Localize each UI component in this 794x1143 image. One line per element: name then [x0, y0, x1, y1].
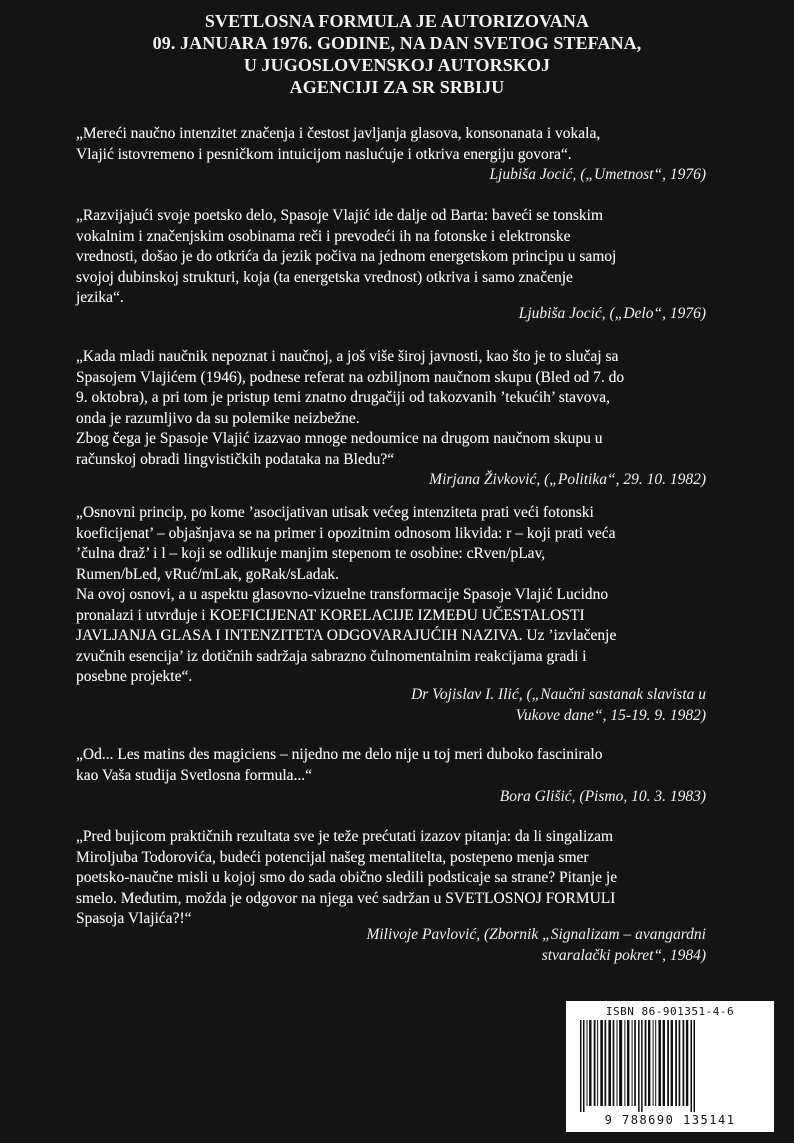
quote-line: posebne projekte“. — [76, 668, 193, 685]
barcode-bar — [624, 1020, 625, 1106]
barcode-bar — [583, 1020, 585, 1112]
quote-line: Na ovoj osnovi, a u aspektu glasovno-vizuelne transformacije Spasoje Vlajić Lucidno — [76, 586, 609, 603]
quote-line: 9. oktobra), a pri tom je pristup temi znatno drugačiji od takozvanih ’tekućih’ stavova, — [76, 389, 611, 406]
quote-line: Zbog čega je Spasoje Vlajić izazvao mnoge nedoumice na drugom naučnom skupu u — [76, 430, 603, 447]
quote-5-source — [500, 787, 706, 808]
isbn-text: ISBN 86-901351-4-6 — [605, 1005, 735, 1018]
barcode-bar — [605, 1020, 607, 1106]
source-line: Vukove dane“, 15-19. 9. 1982) — [515, 706, 706, 724]
barcode-bar — [597, 1020, 598, 1106]
source-line: Ljubiša Jocić, („Umetnost“, 1976) — [489, 166, 706, 183]
source-line: Bora Glišić, (Pismo, 10. 3. 1983) — [499, 788, 706, 805]
barcode-bar — [694, 1020, 696, 1112]
isbn-barcode — [566, 1001, 774, 1132]
quote-line: „Razvijajući svoje poetsko delo, Spasoje Vlajić ide dalje od Barta: baveći se tonskim — [76, 207, 604, 224]
quote-6-source — [366, 925, 706, 966]
quote-line: Miroljuba Todorovića, budeći potencijal našeg mentalitelta, postepeno menja smer — [76, 848, 589, 866]
barcode-bar — [658, 1020, 661, 1106]
quote-line: Rumen/bLed, vRuć/mLak, goRak/sLadak. — [76, 565, 340, 583]
header-line: 09. JANUARA 1976. GODINE, NA DAN SVETOG STEFANA, — [152, 33, 642, 53]
barcode-bar — [667, 1020, 669, 1106]
header-line: AGENCIJI ZA SR SRBIJU — [289, 77, 505, 97]
barcode-bar — [587, 1020, 588, 1106]
quote-line: zvučnih esencija’ iz dotičnih sadržaja sabrazno čulnomentalnim reakcijama gradi i — [76, 647, 587, 665]
quote-4 — [76, 503, 716, 688]
barcode-bar — [594, 1020, 596, 1106]
barcode-bar — [671, 1020, 673, 1106]
barcode-bar — [619, 1020, 622, 1106]
quote-4-source — [411, 685, 706, 726]
quote-3-source — [429, 470, 706, 491]
quote-line: onda je razumljivo da su polemike neizbežne. — [76, 409, 360, 427]
header-line: SVETLOSNA FORMULA JE AUTORIZOVANA — [204, 11, 590, 31]
quote-line: pronalazi i utvrđuje i KOEFICIJENAT KORELACIJE IZMEĐU UČESTALOSTI — [76, 606, 585, 624]
barcode-bar — [632, 1020, 633, 1106]
quote-line: Spasojem Vlajićem (1946), podnese referat na ozbiljnom naučnom skupu (Bled od 7. do — [76, 368, 625, 386]
quote-line: svojoj dubinskoj strukturi, koja (ta energetska vrednost) otkriva i samo značenje — [76, 268, 573, 286]
quote-1-source — [489, 165, 706, 186]
barcode-bar — [691, 1020, 693, 1112]
barcode-bar — [634, 1020, 636, 1106]
quote-line: poetsko-naučne misli u kojoj smo do sada obično sledili podsticaje sa strane? Pitanje je — [76, 869, 618, 886]
quote-6 — [76, 827, 716, 930]
quote-3 — [76, 347, 716, 470]
quote-line: kao Vaša studija Svetlosna formula...“ — [76, 766, 313, 784]
quote-2 — [76, 206, 716, 309]
barcode-bars — [578, 1020, 762, 1112]
source-line: Mirjana Živković, („Politika“, 29. 10. 1982) — [429, 471, 706, 488]
quote-line: Spasoja Vlajića?!“ — [76, 910, 192, 927]
quote-line: smelo. Međutim, možda je odgovor na njega već sadržan u SVETLOSNOJ FORMULI — [76, 889, 616, 907]
quote-5 — [76, 745, 716, 786]
quote-line: računskoj obradi lingvističkih podataka na Bledu?“ — [76, 450, 395, 468]
barcode-bar — [648, 1020, 650, 1106]
barcode-bar — [580, 1020, 582, 1112]
quote-line: ’čulna draž’ i l – koji se odlikuje manjim stepenom te osobine: cRven/pLav, — [76, 545, 546, 562]
barcode-bar — [627, 1020, 629, 1106]
quote-line: jezika“. — [76, 289, 124, 306]
header-line: U JUGOSLOVENSKOJ AUTORSKOJ — [243, 55, 551, 75]
barcode-bar — [655, 1020, 656, 1106]
quote-line: JAVLJANJA GLASA I INTENZITETA ODGOVARAJUĆIH NAZIVA. Uz ’izvlačenje — [76, 627, 617, 644]
barcode-bar — [645, 1020, 647, 1106]
barcode-bar — [679, 1020, 681, 1106]
barcode-bar — [613, 1020, 615, 1106]
quote-line: „Mereći naučno intenzitet značenja i čestost javljanja glasova, konsonanata i vokala, — [76, 125, 601, 142]
barcode-bar — [641, 1020, 643, 1112]
quote-line: koeficijenat’ – objašnjava se na primer i opozitnim odnosom likvida: r – koji prati veća — [76, 524, 616, 542]
barcode-bar — [600, 1020, 603, 1106]
quote-line: vokalnim i značenjskim osobinama reči i prevodeći ih na fotonske i elektronske — [76, 227, 571, 245]
barcode-bar — [675, 1020, 677, 1106]
quote-line: „Kada mladi naučnik nepoznat i naučnoj, a još više široj javnosti, kao što je to slučaj sa — [76, 348, 619, 365]
barcode-bar — [638, 1020, 640, 1112]
barcode-bar — [653, 1020, 654, 1106]
barcode-bar — [617, 1020, 618, 1106]
source-line: Milivoje Pavlović, (Zbornik „Signalizam – avangardni — [366, 926, 706, 943]
quote-line: vrednosti, došao je do otkrića da jezik počiva na jednom energetskom principu u samoj — [76, 248, 617, 265]
quote-line: „Od... Les matins des magiciens – nijedno me delo nije u toj meri duboko fasciniralo — [76, 746, 603, 763]
barcode-bar — [686, 1020, 688, 1106]
source-line: stvaralački pokret“, 1984) — [541, 946, 706, 964]
barcode-bar — [663, 1020, 665, 1106]
quote-1 — [76, 124, 716, 165]
barcode-bar — [608, 1020, 611, 1106]
quote-2-source — [519, 304, 706, 325]
source-line: Dr Vojislav I. Ilić, („Naučni sastanak slavista u — [411, 686, 706, 703]
cover-header — [0, 10, 794, 98]
source-line: Ljubiša Jocić, („Delo“, 1976) — [518, 305, 706, 322]
barcode-bar — [589, 1020, 591, 1106]
barcode-number: 9 788690 135141 — [604, 1113, 736, 1127]
barcode-bar — [683, 1020, 685, 1106]
quote-line: Vlajić istovremeno i pesničkom intuicijom naslućuje i otkriva energiju govora“. — [76, 145, 572, 163]
quote-line: „Pred bujicom praktičnih rezultata sve je teže prećutati izazov pitanja: da li singalizam — [76, 828, 614, 845]
quote-line: „Osnovni princip, po kome ’asocijativan utisak većeg intenziteta prati veći fotonski — [76, 504, 594, 521]
